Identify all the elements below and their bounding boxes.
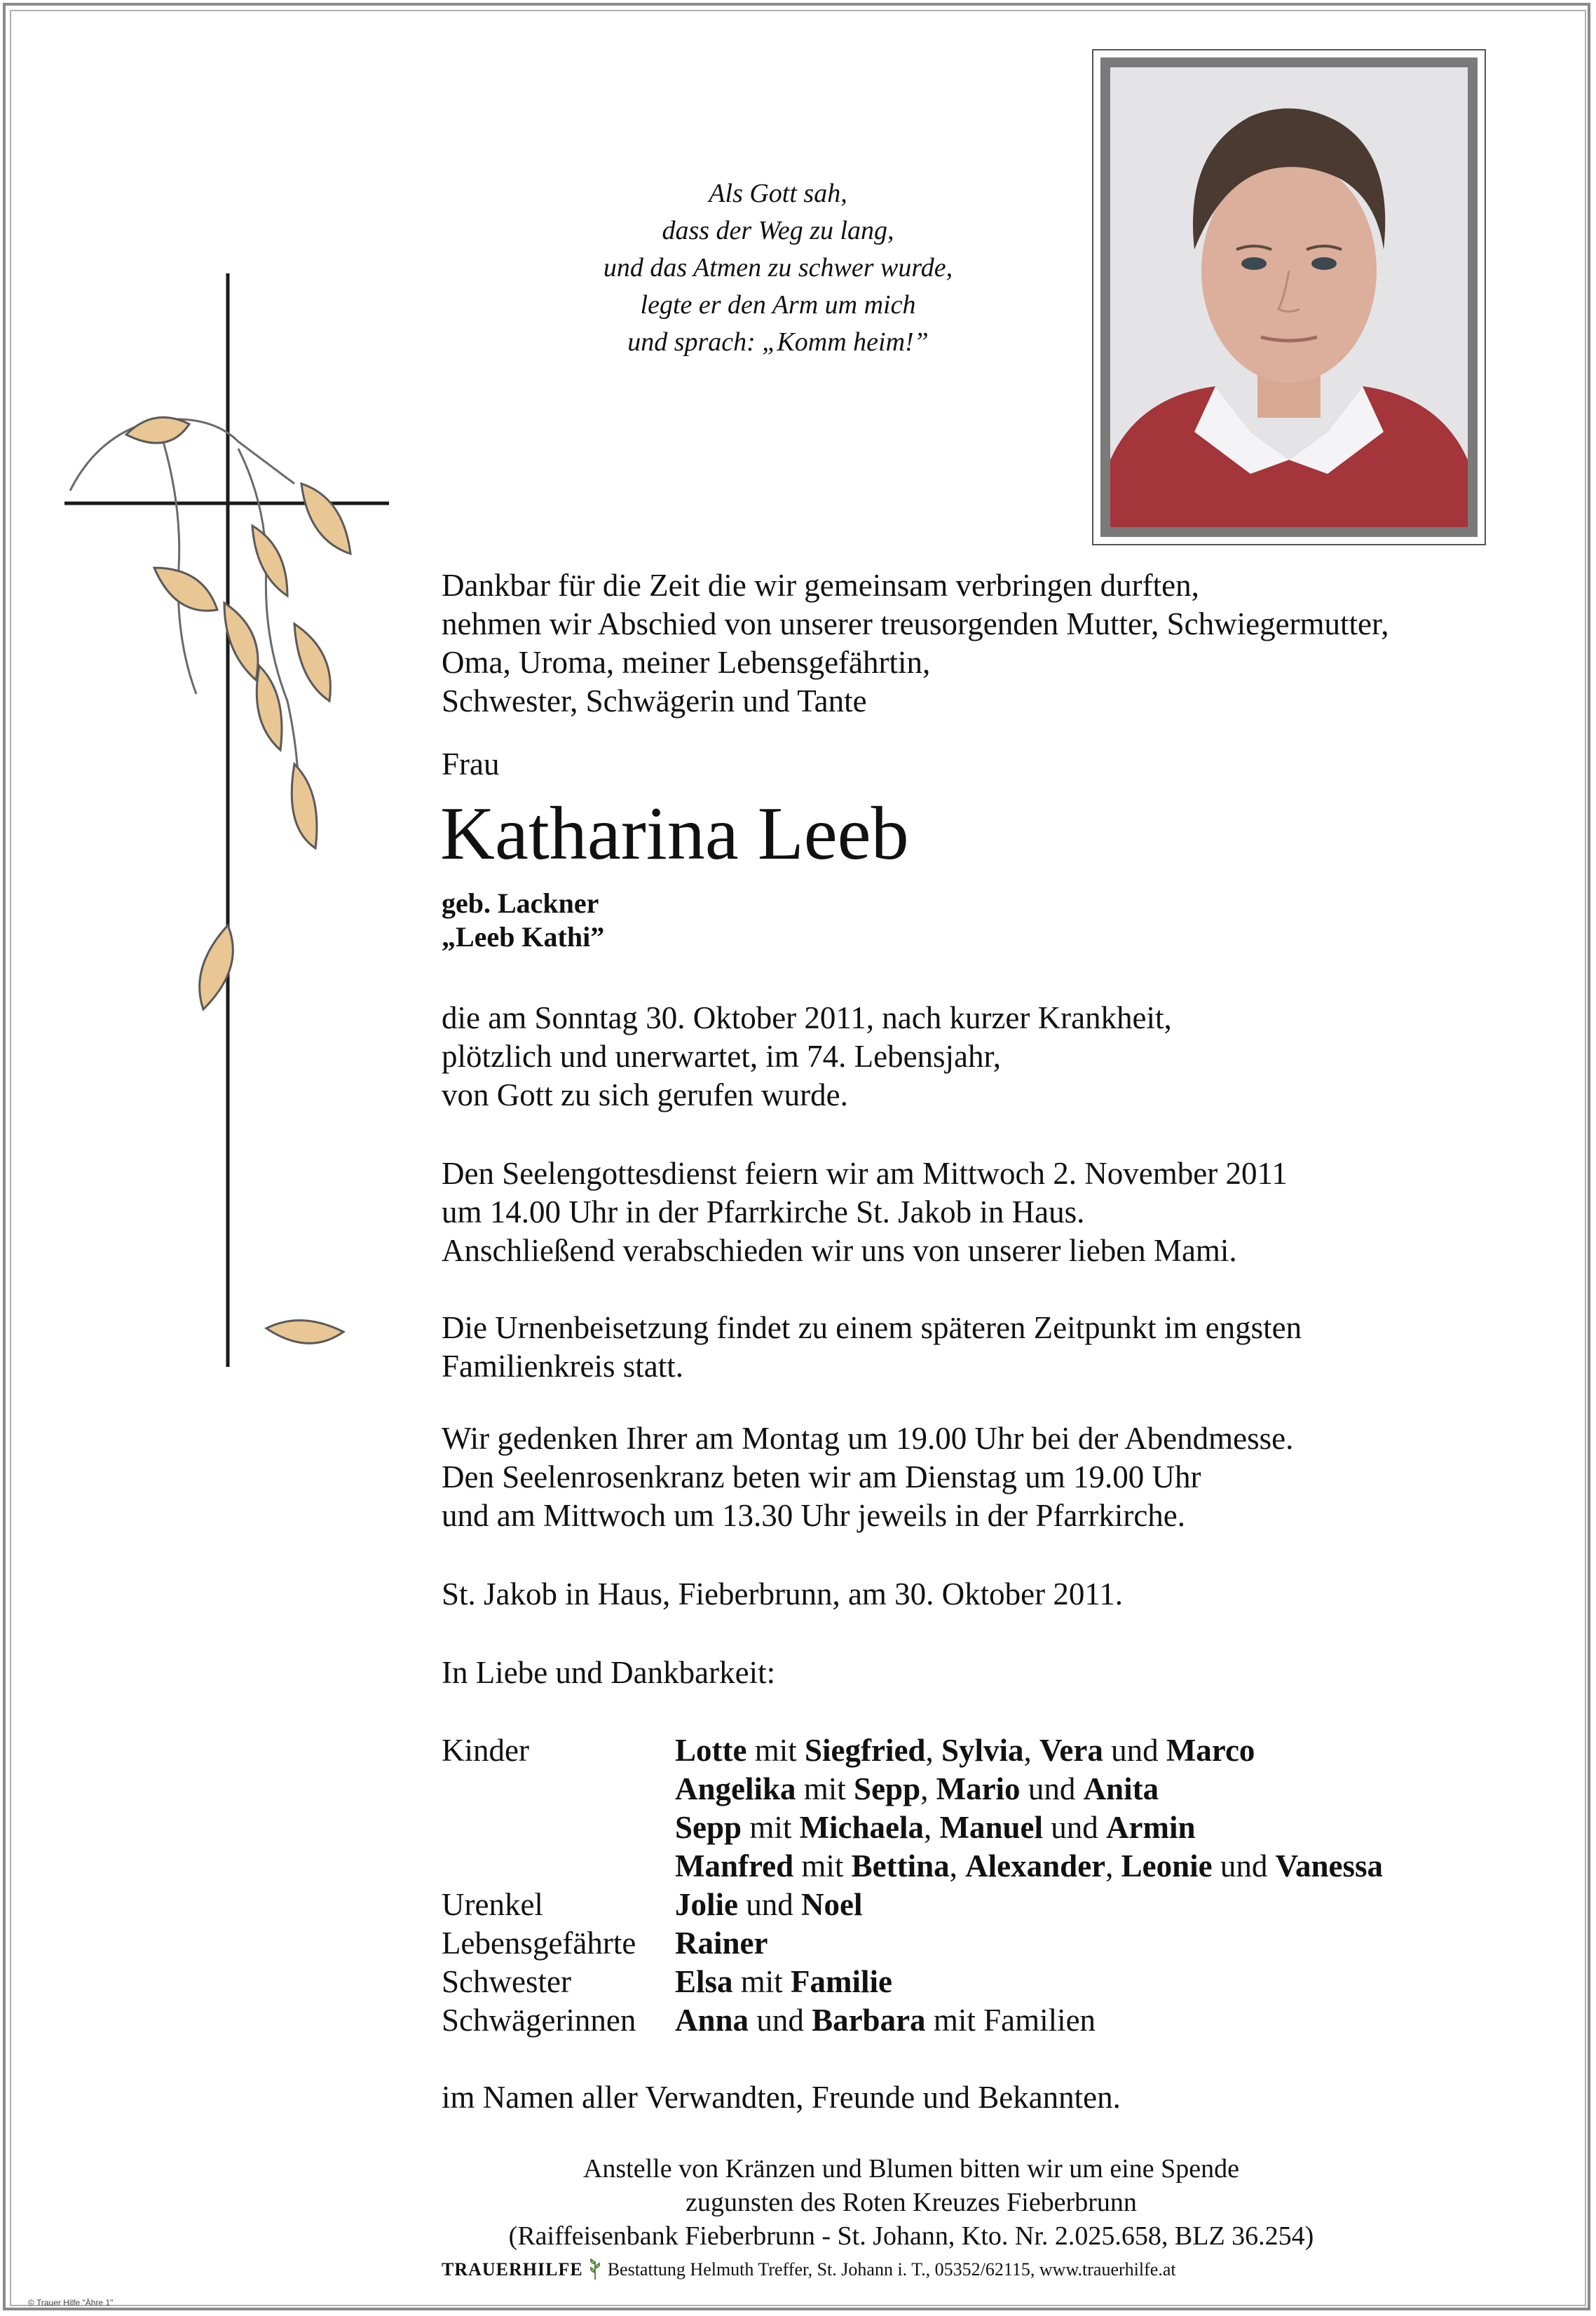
deceased-name: Katharina Leeb: [440, 792, 909, 876]
member-name: Vanessa: [1275, 1848, 1384, 1884]
urn-paragraph: [442, 1309, 1302, 1386]
member-name: Michaela: [799, 1810, 925, 1845]
member-name: Jolie: [675, 1887, 738, 1922]
intro-line: Schwester, Schwägerin und Tante: [442, 683, 867, 718]
remembrance-paragraph: [442, 1419, 1293, 1535]
connector-text: ,: [1105, 1848, 1121, 1884]
donation-request: [421, 2152, 1402, 2253]
member-name: Sepp: [854, 1771, 921, 1806]
remembrance-line: Den Seelenrosenkranz beten wir am Dienstag um 19.00 Uhr: [442, 1459, 1201, 1494]
service-line: um 14.00 Uhr in der Pfarrkirche St. Jakob in Haus.: [442, 1194, 1085, 1229]
connector-text: und: [1103, 1733, 1166, 1768]
family-members: [675, 1924, 768, 1963]
poem-line: dass der Weg zu lang,: [662, 216, 894, 245]
poem-line: und sprach: „Komm heim!”: [627, 327, 929, 357]
connector-text: mit Familien: [925, 2003, 1096, 2038]
member-name: Elsa: [675, 1964, 733, 1999]
connector-text: mit: [746, 1733, 805, 1768]
copyright-note: © Trauer Hilfe "Ähre 1": [28, 2298, 114, 2308]
cross-with-leaves-ornament: [56, 273, 393, 1381]
family-members: [675, 1731, 1255, 1770]
intro-line: nehmen wir Abschied von unserer treusorgenden Mutter, Schwiegermutter,: [442, 606, 1389, 641]
family-relation: Schwägerinnen: [442, 2003, 636, 2038]
connector-text: und: [1212, 1848, 1276, 1884]
connector-text: und: [749, 2003, 812, 2038]
member-name: Marco: [1166, 1733, 1255, 1768]
portrait-photo: [1100, 57, 1478, 537]
wheat-ear-icon: [587, 2259, 603, 2280]
service-line: Anschließend verabschieden wir uns von unserer lieben Mami.: [442, 1233, 1237, 1268]
connector-text: ,: [920, 1771, 936, 1806]
footer: [442, 2257, 1176, 2282]
member-name: Lotte: [675, 1733, 747, 1768]
connector-text: und: [1043, 1810, 1107, 1845]
family-relation: Lebensgefährte: [442, 1926, 636, 1961]
poem: [505, 175, 1051, 361]
death-line: plötzlich und unerwartet, im 74. Lebensjahr,: [442, 1039, 1001, 1074]
member-name: Siegfried: [804, 1733, 926, 1768]
member-name: Leonie: [1121, 1848, 1213, 1884]
poem-line: Als Gott sah,: [709, 179, 847, 208]
family-members: [675, 1847, 1383, 1886]
remembrance-line: und am Mittwoch um 13.30 Uhr jeweils in der Pfarrkirche.: [442, 1498, 1186, 1533]
birth-info: [442, 887, 604, 954]
urn-line: Die Urnenbeisetzung findet zu einem späteren Zeitpunkt im engsten: [442, 1310, 1302, 1345]
family-members: [675, 1808, 1196, 1847]
poem-line: und das Atmen zu schwer wurde,: [603, 253, 953, 282]
family-relation: Urenkel: [442, 1887, 543, 1922]
intro-paragraph: [442, 566, 1389, 721]
donation-line: (Raiffeisenbank Fieberbrunn - St. Johann, Kto. Nr. 2.025.658, BLZ 36.254): [508, 2221, 1314, 2251]
member-name: Sylvia: [941, 1733, 1024, 1768]
connector-text: und: [1020, 1771, 1084, 1806]
on-behalf-line: im Namen aller Verwandten, Freunde und Bekannten.: [442, 2080, 1121, 2115]
family-members: [675, 1963, 892, 2001]
connector-text: mit: [793, 1848, 852, 1884]
family-members: [675, 1886, 862, 1924]
connector-text: ,: [925, 1733, 941, 1768]
death-line: die am Sonntag 30. Oktober 2011, nach kurzer Krankheit,: [442, 1000, 1172, 1035]
member-name: Noel: [800, 1887, 863, 1922]
connector-text: ,: [1023, 1733, 1039, 1768]
portrait-photo-frame: [1092, 49, 1486, 545]
member-name: Alexander: [965, 1848, 1106, 1884]
member-name: Sepp: [675, 1810, 742, 1845]
member-name: Manuel: [939, 1810, 1044, 1845]
member-name: Anita: [1083, 1771, 1159, 1806]
remembrance-line: Wir gedenken Ihrer am Montag um 19.00 Uhr bei der Abendmesse.: [442, 1421, 1294, 1456]
intro-line: Oma, Uroma, meiner Lebensgefährtin,: [442, 645, 931, 680]
member-name: Vera: [1039, 1733, 1103, 1768]
death-paragraph: [442, 999, 1172, 1115]
connector-text: mit: [732, 1964, 791, 1999]
member-name: Angelika: [675, 1771, 796, 1806]
footer-brand: TRAUERHILFE: [442, 2259, 583, 2280]
death-line: von Gott zu sich gerufen wurde.: [442, 1077, 848, 1112]
member-name: Armin: [1106, 1810, 1196, 1845]
member-name: Anna: [675, 2003, 749, 2038]
connector-text: mit: [742, 1810, 800, 1845]
family-relation: Kinder: [442, 1733, 529, 1768]
family-members: [675, 2001, 1096, 2040]
poem-line: legte er den Arm um mich: [640, 290, 916, 320]
member-name: Mario: [936, 1771, 1021, 1806]
donation-line: zugunsten des Roten Kreuzes Fieberbrunn: [686, 2188, 1137, 2217]
place-date: St. Jakob in Haus, Fieberbrunn, am 30. Oktober 2011.: [442, 1576, 1123, 1612]
portrait-illustration: [1110, 67, 1468, 527]
member-name: Familie: [791, 1964, 893, 1999]
closing-line: In Liebe und Dankbarkeit:: [442, 1655, 776, 1690]
connector-text: ,: [924, 1810, 940, 1845]
connector-text: mit: [796, 1771, 854, 1806]
service-paragraph: [442, 1154, 1288, 1270]
member-name: Manfred: [675, 1848, 794, 1884]
family-relation: Schwester: [442, 1964, 571, 1999]
footer-details: Bestattung Helmuth Treffer, St. Johann i. T., 05352/62115, www.trauerhilfe.at: [607, 2259, 1176, 2280]
donation-line: Anstelle von Kränzen und Blumen bitten wir um eine Spende: [582, 2154, 1240, 2184]
member-name: Barbara: [812, 2003, 926, 2038]
urn-line: Familienkreis statt.: [442, 1349, 683, 1384]
family-members: [675, 1770, 1159, 1808]
member-name: Bettina: [851, 1848, 950, 1884]
connector-text: und: [737, 1887, 801, 1922]
birth-name: geb. Lackner: [442, 887, 599, 919]
member-name: Rainer: [675, 1926, 768, 1961]
connector-text: ,: [949, 1848, 966, 1884]
nickname: „Leeb Kathi”: [442, 921, 605, 953]
service-line: Den Seelengottesdienst feiern wir am Mittwoch 2. November 2011: [442, 1156, 1288, 1191]
salutation: Frau: [442, 747, 500, 782]
intro-line: Dankbar für die Zeit die wir gemeinsam verbringen durften,: [442, 568, 1199, 603]
